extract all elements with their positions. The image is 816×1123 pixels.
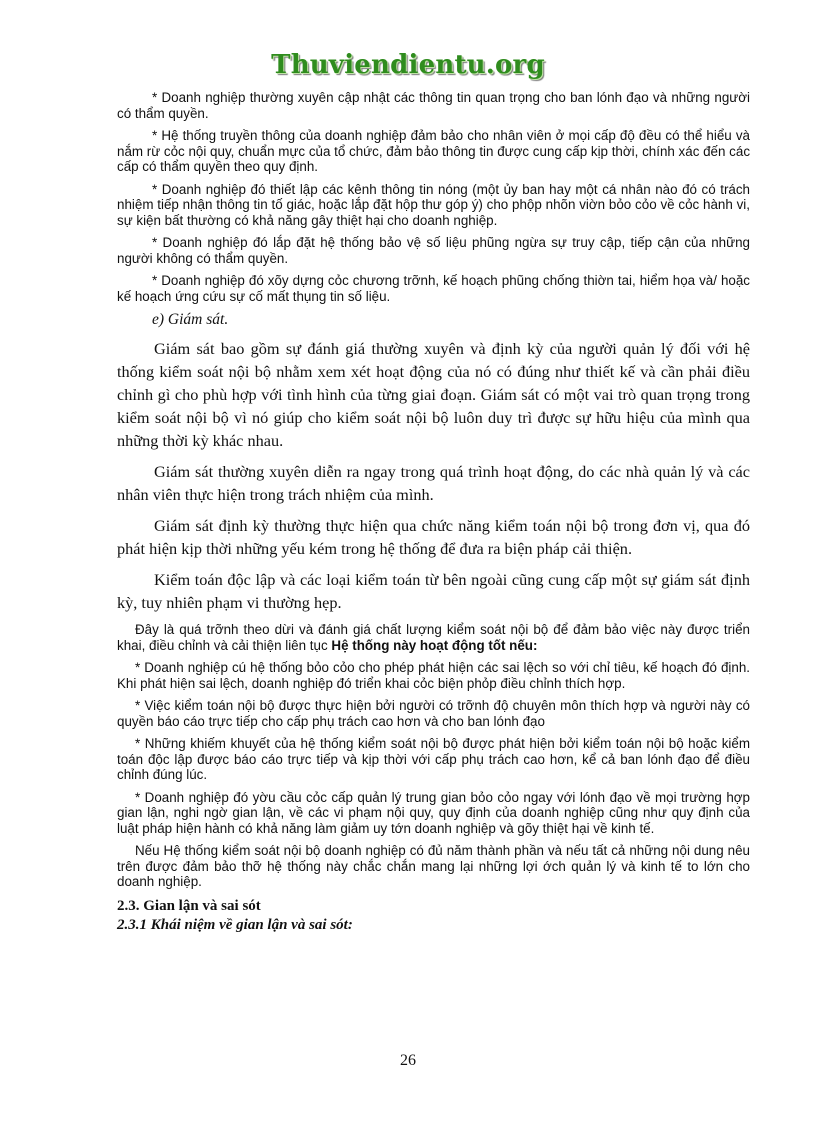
paragraph: Nếu Hệ thống kiểm soát nội bộ doanh nghiệp có đủ năm thành phần và nếu tất cả những nội dung nêu trên được đảm bảo thỡ hệ thống này chắc chắn mang lại những lợi ớch quản lý và kinh tế to lớn cho doanh nghiệp. xyxy=(117,843,750,889)
page-number: 26 xyxy=(400,1052,416,1069)
paragraph: * Những khiếm khuyết của hệ thống kiểm soát nội bộ được phát hiện bởi kiểm toán nội bộ hoặc kiểm toán độc lập được báo cáo trực tiếp và kịp thời với cấp phụ trách cao hơn, kể cả ban lónh đạo để điều chỉnh đúng lúc. xyxy=(117,736,750,782)
heading-2-3-1: 2.3.1 Khái niệm về gian lận và sai sót: xyxy=(117,916,353,933)
paragraph: * Doanh nghiệp đó xõy dựng cỏc chương trỡnh, kế hoạch phũng chống thiờn tai, hiểm họa và/ hoặc kế hoạch ứng cứu sự cố mất thụng tin số liệu. xyxy=(117,273,750,304)
paragraph: * Doanh nghiệp cú hệ thống bỏo cỏo cho phép phát hiện các sai lệch so với chỉ tiêu, kế hoạch đó định. Khi phát hiện sai lệch, doanh nghiệp đó triển khai cỏc biện phỏp điều chỉnh thích hợp. xyxy=(117,660,750,691)
paragraph: * Doanh nghiệp đó yờu cầu cỏc cấp quản lý trung gian bỏo cỏo ngay với lónh đạo về mọi trường hợp gian lận, nghi ngờ gian lận, về các vi phạm nội quy, quy định của doanh nghiệp cũng như quy định của luật pháp hiện hành có khả năng làm giảm uy tớn doanh nghiệp và gõy thiệt hại về kinh tế. xyxy=(117,789,750,836)
paragraph: Giám sát thường xuyên diễn ra ngay trong quá trình hoạt động, do các nhà quản lý và các nhân viên thực hiện trong trách nhiệm của mình. xyxy=(117,462,750,504)
section-title-giam-sat: e) Giám sát. xyxy=(152,311,229,328)
paragraph: * Hệ thống truyền thông của doanh nghiệp đảm bảo cho nhân viên ở mọi cấp độ đều có thể hiểu và nắm rừ cỏc nội quy, chuẩn mực của tổ chức, đảm bảo thông tin được cung cấp kịp thời, chính xác đến các cấp có thẩm quyền theo quy định. xyxy=(117,128,751,174)
paragraph: Kiểm toán độc lập và các loại kiểm toán từ bên ngoài cũng cung cấp một sự giám sát định kỳ, tuy nhiên phạm vi thường hẹp. xyxy=(117,570,750,612)
paragraph: * Doanh nghiệp thường xuyên cập nhật các thông tin quan trọng cho ban lónh đạo và những người có thẩm quyền. xyxy=(117,90,750,121)
paragraph: * Việc kiểm toán nội bộ được thực hiện bởi người có trỡnh độ chuyên môn thích hợp và người này có quyền báo cáo trực tiếp cho cấp phụ trách cao hơn và cho ban lónh đạo xyxy=(117,698,750,729)
paragraph: Giám sát bao gồm sự đánh giá thường xuyên và định kỳ của người quản lý đối với hệ thống kiểm soát nội bộ nhằm xem xét hoạt động của nó có đúng như thiết kế và cần phải điều chỉnh gì cho phù hợp với tình hình của từng giai đoạn. Giám sát có một vai trò quan trọng trong kiểm soát nội bộ vì nó giúp cho kiểm soát nội bộ luôn duy trì được sự hữu hiệu của mình qua những thời kỳ khác nhau. xyxy=(117,339,750,450)
paragraph: Giám sát định kỳ thường thực hiện qua chức năng kiểm toán nội bộ trong đơn vị, qua đó phát hiện kịp thời những yếu kém trong hệ thống để đưa ra biện pháp cải thiện. xyxy=(117,516,750,558)
paragraph-summary xyxy=(117,622,750,653)
page-content xyxy=(117,90,750,934)
paragraph: * Doanh nghiệp đó thiết lập các kênh thông tin nóng (một ủy ban hay một cá nhân nào đó có trách nhiệm tiếp nhận thông tin tố giác, hoặc lắp đặt hộp thư góp ý) cho phộp nhõn viờn bỏo cỏo về cỏc hành vi, sự kiện bất thường có khả năng gây thiệt hại cho doanh nghiệp. xyxy=(117,181,750,228)
summary-intro: Đây là quá trỡnh theo dừi và đánh giá chất lượng kiểm soát nội bộ để đảm bảo việc này được triển khai, điều chỉnh và cải thiện liên tục xyxy=(117,622,750,653)
heading-2-3: 2.3. Gian lận và sai sót xyxy=(117,897,261,914)
site-logo: Thuviendientu.org xyxy=(271,50,545,80)
summary-bold: Hệ thống này hoạt động tốt nếu: xyxy=(331,637,538,653)
paragraph: * Doanh nghiệp đó lắp đặt hệ thống bảo vệ số liệu phũng ngừa sự truy cập, tiếp cận của những người không có thẩm quyền. xyxy=(117,235,750,266)
